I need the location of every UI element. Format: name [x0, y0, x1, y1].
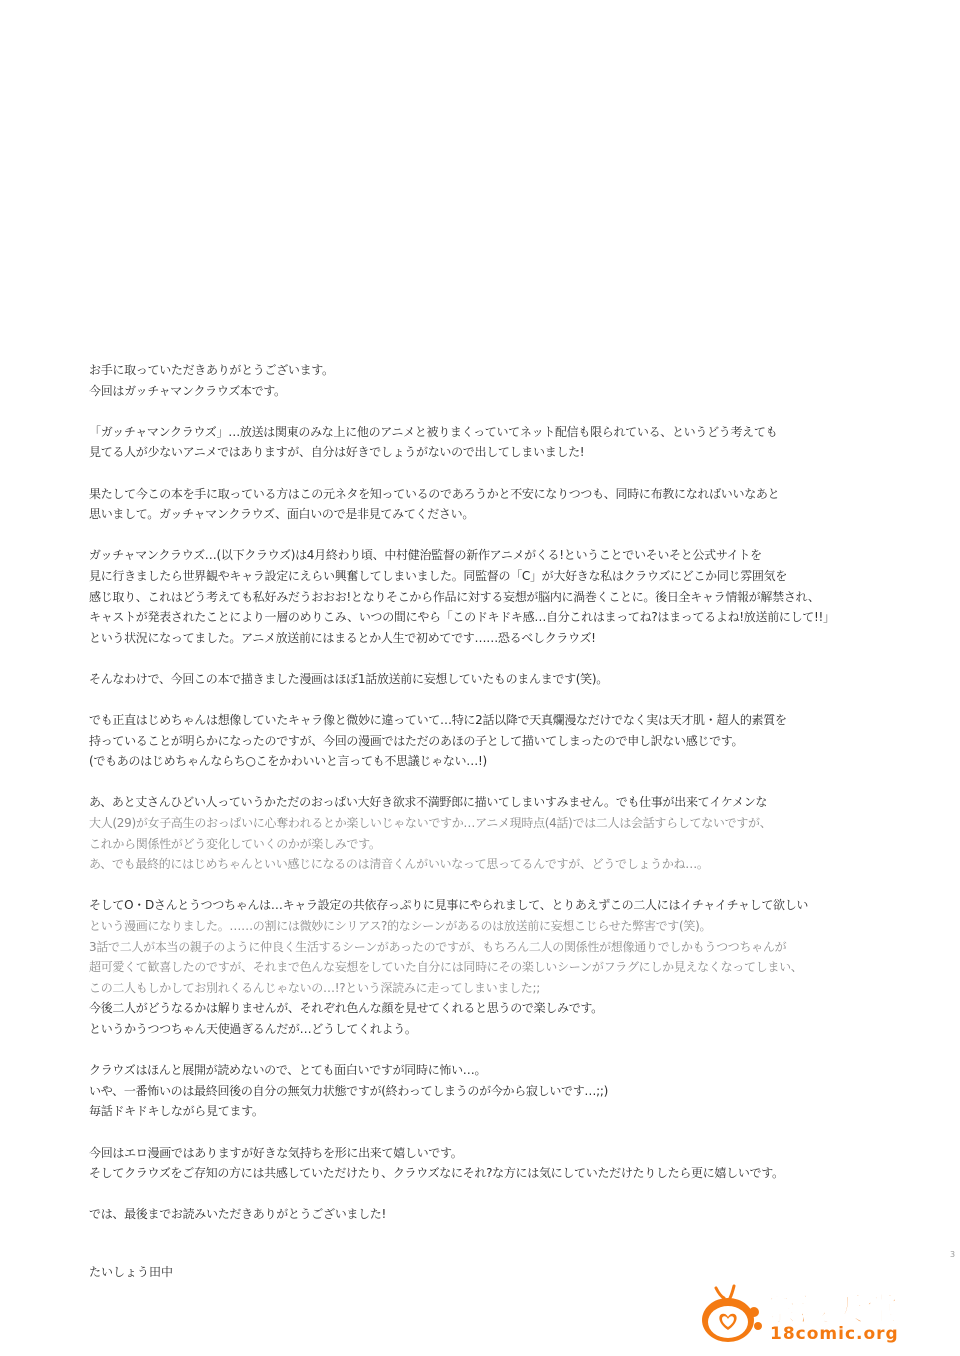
- text-line: 果たして今この本を手に取っている方はこの元ネタを知っているのであろうかと不安になりつつも、同時に布教になればいいなあと: [89, 486, 780, 501]
- watermark-url: 18comic.org: [770, 1324, 899, 1344]
- text-line: 大人(29)が女子高生のおっぱいに心奪われるとか楽しいじゃないですか…アニメ現時点(4話)では二人は会話すらしてないですが、: [89, 816, 772, 831]
- orange-cartoon-mascot-icon: [698, 1282, 764, 1348]
- text-line: 持っていることが明らかになったのですが、今回の漫画ではただのあほの子として描いてしまったので申し訳ない感じです。: [89, 733, 744, 748]
- text-line: 今回はガッチャマンクラウズ本です。: [89, 383, 286, 398]
- text-line: そんなわけで、今回この本で描きました漫画はほぼ1話放送前に妄想していたものまんまです(笑)。: [89, 671, 608, 686]
- text-line: 超可愛くて歓喜したのですが、それまで色んな妄想をしていた自分には同時にその楽しいシーンがフラグにしか見えなくなってしまい、: [89, 960, 803, 975]
- paragraph-od-utsutsu: [89, 895, 889, 1039]
- text-line: 3話で二人が本当の親子のように仲良く生活するシーンがあったのですが、もちろん二人の関係性が想像通りでしかもうつつちゃんが: [89, 939, 787, 954]
- text-line: これから関係性がどう変化していくのかが楽しみです。: [89, 836, 381, 851]
- afterword-text: [89, 360, 889, 1225]
- text-line: 思いまして。ガッチャマンクラウズ、面白いので是非見てみてください。: [89, 507, 475, 522]
- paragraph-thanks: [89, 360, 889, 401]
- paragraph-recommend: [89, 484, 889, 525]
- paragraph-manga: [89, 669, 889, 690]
- text-line: でも正直はじめちゃんは想像していたキャラ像と微妙に違っていて…特に2話以降で天真爛漫なだけでなく実は天才肌・超人的素質を: [89, 713, 787, 728]
- text-line: 毎話ドキドキしながら見てます。: [89, 1104, 264, 1119]
- paragraph-history: [89, 545, 889, 648]
- paragraph-closing: [89, 1204, 889, 1225]
- text-line: クラウズはほんと展開が読めないので、とても面白いですが同時に怖い…。: [89, 1063, 487, 1078]
- author-signature: たいしょう田中: [89, 1265, 174, 1279]
- text-line: お手に取っていただきありがとうございます。: [89, 363, 334, 377]
- text-line: 今回はエロ漫画ではありますが好きな気持ちを形に出来て嬉しいです。: [89, 1145, 463, 1160]
- text-line: 感じ取り、これはどう考えても私好みだうおおお!となりそこから作品に対する妄想が脳内に渦巻くことに。後日全キャラ情報が解禁され、: [89, 589, 820, 604]
- text-line: 今後二人がどうなるかは解りませんが、それぞれ色んな顔を見せてくれると思うので楽しみです。: [89, 1001, 603, 1016]
- paragraph-hajime: [89, 710, 889, 772]
- site-watermark: [698, 1280, 938, 1350]
- text-line: という漫画になりました。……の割には微妙にシリアス?的なシーンがあるのは放送前に妄想こじらせた弊害です(笑)。: [89, 919, 712, 934]
- text-line: あ、あと丈さんひどい人っていうかただのおっぱい大好き欲求不満野郎に描いてしまいすみません。でも仕事が出来てイケメンな: [89, 795, 768, 810]
- text-line: この二人もしかしてお別れくるんじゃないの…!?という深読みに走ってしまいました;;: [89, 980, 540, 995]
- text-line: という状況になってました。アニメ放送前にはまるとか人生で初めてです……恐るべしクラウズ!: [89, 630, 596, 645]
- text-line: キャストが発表されたことにより一層のめりこみ、いつの間にやら「このドキドキ感…自分これはまってね?はまってるよね!放送前にして!!」: [89, 610, 835, 625]
- paragraph-happy: [89, 1143, 889, 1184]
- text-line: というかうつつちゃん天使過ぎるんだが…どうしてくれよう。: [89, 1022, 417, 1036]
- text-line: ガッチャマンクラウズ…(以下クラウズ)は4月終わり頃、中村健治監督の新作アニメがくる!ということでいそいそと公式サイトを: [89, 548, 762, 563]
- text-line: そしてO・Dさんとうつつちゃんは…キャラ設定の共依存っぷりに見事にやられまして、とりあえずこの二人にはイチャイチャして欲しい: [89, 898, 809, 913]
- text-line: では、最後までお読みいただきありがとうございました!: [89, 1207, 387, 1222]
- text-line: (でもあのはじめちゃんならち○こをかわいいと言っても不思議じゃない…!): [89, 754, 487, 769]
- page-mark: 3: [950, 1250, 956, 1259]
- text-line: 見に行きましたら世界観やキャラ設定にえらい興奮してしまいました。同監督の「C」が大好きな私はクラウズにどこか同じ雰囲気を: [89, 568, 788, 583]
- text-line: 「ガッチャマンクラウズ」…放送は関東のみな上に他のアニメと被りまくっていてネット配信も限られている、というどう考えても: [89, 424, 778, 439]
- text-line: そしてクラウズをご存知の方には共感していただけたり、クラウズなにそれ?な方には気にしていただけたりしたら更に嬉しいです。: [89, 1166, 784, 1181]
- paragraph-intro: [89, 422, 889, 463]
- paragraph-jou: [89, 792, 889, 874]
- paragraph-clouds: [89, 1060, 889, 1122]
- text-line: あ、でも最終的にはじめちゃんといい感じになるのは清音くんがいいなって思ってるんですが、どうでしょうかね…。: [89, 857, 709, 872]
- text-line: いや、一番怖いのは最終回後の自分の無気力状態ですが(終わってしまうのが今から寂しいです…;;): [89, 1083, 608, 1098]
- watermark-title: 禁漫天堂: [764, 1290, 901, 1328]
- text-line: 見てる人が少ないアニメではありますが、自分は好きでしょうがないので出してしまいました!: [89, 445, 585, 460]
